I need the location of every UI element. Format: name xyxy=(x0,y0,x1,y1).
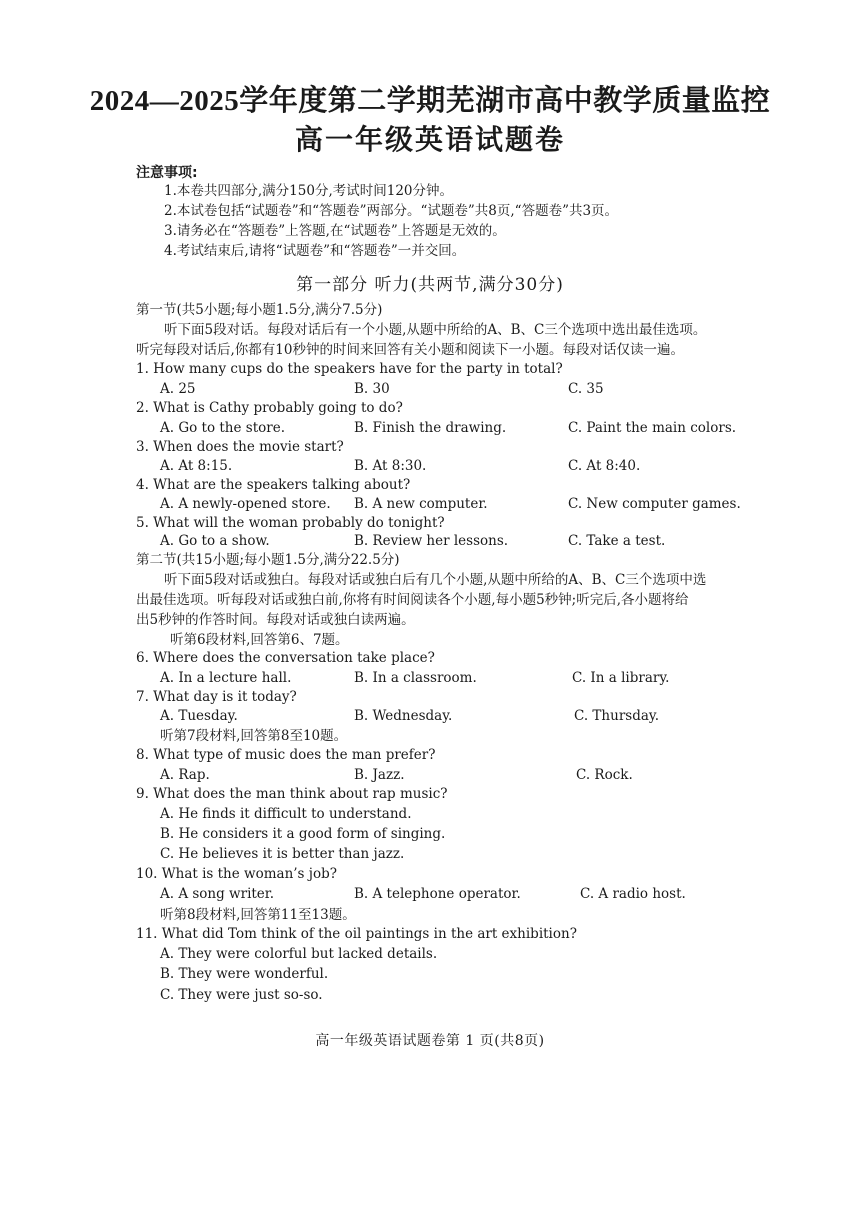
question-2: 2. What is Cathy probably going to do? xyxy=(136,400,403,416)
option-b: B. At 8:30. xyxy=(354,458,427,474)
notice-item: 4.考试结束后,请将“试题卷”和“答题卷”一并交回。 xyxy=(164,243,466,259)
option-c: C. 35 xyxy=(568,381,604,397)
section2-heading: 第二节(共15小题;每小题1.5分,满分22.5分) xyxy=(136,552,400,568)
option-c: C. Thursday. xyxy=(574,708,660,724)
question-4: 4. What are the speakers talking about? xyxy=(136,477,411,493)
option-a: A. He finds it difficult to understand. xyxy=(160,806,412,822)
question-3: 3. When does the movie start? xyxy=(136,439,344,455)
option-b: B. Review her lessons. xyxy=(354,533,509,549)
option-b: B. Finish the drawing. xyxy=(354,420,507,436)
option-a: A. A newly-opened store. xyxy=(160,496,331,512)
option-b: B. A new computer. xyxy=(354,496,488,512)
section2-instruction: 出最佳选项。听每段对话或独白前,你将有时间阅读各个小题,每小题5秒钟;听完后,各小题将给 xyxy=(136,592,689,608)
option-a: A. A song writer. xyxy=(160,886,275,902)
notice-item: 2.本试卷包括“试题卷”和“答题卷”两部分。“试题卷”共8页,“答题卷”共3页。 xyxy=(164,203,619,219)
option-a: A. Tuesday. xyxy=(160,708,238,724)
material-note: 听第7段材料,回答第8至10题。 xyxy=(160,728,348,744)
option-c: C. In a library. xyxy=(572,670,670,686)
question-11: 11. What did Tom think of the oil paintings in the art exhibition? xyxy=(136,926,577,942)
question-5: 5. What will the woman probably do tonight? xyxy=(136,515,445,531)
option-b: B. Jazz. xyxy=(354,767,405,783)
option-c: C. At 8:40. xyxy=(568,458,641,474)
material-note: 听第8段材料,回答第11至13题。 xyxy=(160,907,356,923)
part1-title: 第一部分 听力(共两节,满分30分) xyxy=(296,275,564,295)
page-footer: 高一年级英语试题卷第 1 页(共8页) xyxy=(315,1033,545,1049)
notice-heading: 注意事项: xyxy=(136,165,198,181)
option-b: B. 30 xyxy=(354,381,390,397)
section2-instruction: 出5秒钟的作答时间。每段对话或独白读两遍。 xyxy=(136,612,415,628)
section1-instruction: 听下面5段对话。每段对话后有一个小题,从题中所给的A、B、C三个选项中选出最佳选项。 xyxy=(164,322,707,338)
option-a: A. They were colorful but lacked details. xyxy=(160,946,438,962)
option-c: C. Paint the main colors. xyxy=(568,420,737,436)
section2-instruction: 听下面5段对话或独白。每段对话或独白后有几个小题,从题中所给的A、B、C三个选项中选 xyxy=(164,572,707,588)
option-b: B. Wednesday. xyxy=(354,708,453,724)
section1-instruction: 听完每段对话后,你都有10秒钟的时间来回答有关小题和阅读下一小题。每段对话仅读一遍。 xyxy=(136,342,684,358)
option-a: A. Rap. xyxy=(160,767,210,783)
option-c: C. A radio host. xyxy=(580,886,686,902)
section1-heading: 第一节(共5小题;每小题1.5分,满分7.5分) xyxy=(136,302,383,318)
option-a: A. At 8:15. xyxy=(160,458,233,474)
option-b: B. He considers it a good form of singing. xyxy=(160,826,446,842)
option-a: A. In a lecture hall. xyxy=(160,670,292,686)
option-c: C. Take a test. xyxy=(568,533,666,549)
question-7: 7. What day is it today? xyxy=(136,689,297,705)
option-a: A. 25 xyxy=(160,381,196,397)
question-6: 6. Where does the conversation take place? xyxy=(136,650,435,666)
exam-title: 2024—2025学年度第二学期芜湖市高中教学质量监控 xyxy=(89,85,771,117)
question-1: 1. How many cups do the speakers have for the party in total? xyxy=(136,361,563,377)
option-b: B. In a classroom. xyxy=(354,670,477,686)
question-10: 10. What is the woman’s job? xyxy=(136,866,337,882)
option-c: C. Rock. xyxy=(576,767,633,783)
option-c: C. New computer games. xyxy=(568,496,741,512)
option-c: C. He believes it is better than jazz. xyxy=(160,846,405,862)
notice-item: 1.本卷共四部分,满分150分,考试时间120分钟。 xyxy=(164,183,453,199)
question-8: 8. What type of music does the man prefer? xyxy=(136,747,436,763)
option-b: B. They were wonderful. xyxy=(160,966,329,982)
notice-item: 3.请务必在“答题卷”上答题,在“试题卷”上答题是无效的。 xyxy=(164,223,506,239)
option-b: B. A telephone operator. xyxy=(354,886,521,902)
material-note: 听第6段材料,回答第6、7题。 xyxy=(170,632,349,648)
question-9: 9. What does the man think about rap music? xyxy=(136,786,448,802)
option-c: C. They were just so-so. xyxy=(160,987,323,1003)
option-a: A. Go to the store. xyxy=(160,420,285,436)
option-a: A. Go to a show. xyxy=(160,533,270,549)
exam-subtitle: 高一年级英语试题卷 xyxy=(294,123,565,156)
